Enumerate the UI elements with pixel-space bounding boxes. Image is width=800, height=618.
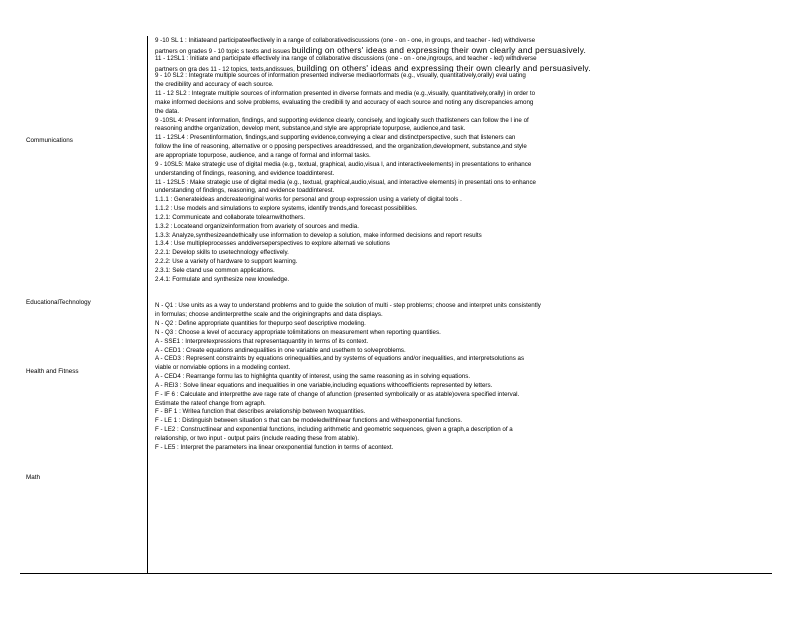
communications-standard-line [155, 187, 765, 196]
communications-standard-line-text: 11 - 12SL5 : Make strategic use of digital media (e.g., textual, graphical,audio,visual, and interactive elements) in presentati ons to enhance [155, 178, 536, 186]
communications-standard-line [155, 125, 765, 134]
communications-standard-line-text: 9 - 10SL5: Make strategic use of digital media (e.g., textual, graphical, audio,visua l, and interactiveelements) in presentations to enhance [155, 160, 532, 168]
communications-standard-line [155, 90, 765, 99]
edtech-standard-line [155, 267, 765, 276]
math-standards [155, 302, 765, 452]
math-standard-line [155, 364, 765, 373]
communications-standard-line [155, 134, 765, 143]
math-standard-line-text: relationship, or two input - output pairs (include reading these from atable). [155, 434, 359, 442]
communications-standard-line [155, 179, 765, 188]
communications-standard-line [155, 81, 765, 90]
communications-standard-line-text: reasoning andthe organization, develop ment, substance,and style are appropriate topurpose, audience,and task. [155, 125, 466, 133]
subject-communications: Communications [26, 137, 73, 144]
math-standard-line-text: A - CED3 : Represent constraints by equations orinequalities,and by systems of equations and/or inequalities, and interpretsolutions as [155, 355, 525, 363]
math-standard-line [155, 435, 765, 444]
communications-standard-line-text: follow the line of reasoning, alternative or o pposing perspectives areaddressed, and the organization,development, substance,and style [155, 143, 527, 151]
edtech-standards [155, 196, 765, 284]
edtech-standard-line [155, 232, 765, 241]
subject-health-fitness: Health and Fitness [26, 368, 79, 375]
math-standard-line [155, 329, 765, 338]
math-standard-line-text: in formulas; choose andinterpretthe scale and the originingraphs and data displays. [155, 311, 383, 319]
communications-standard-line-text: partners on gra des 11 - 12 topics, texts,andissues, [155, 65, 295, 73]
communications-standard-line [155, 161, 765, 170]
math-standard-line-text: F - LE5 : Interpret the parameters ina linear orexponential function in terms of acontext. [155, 443, 394, 451]
edtech-standard-line-text: 1.1.1 : Generateideas andcreateoriginal works for personal and group expression using a variety of digital tools . [155, 196, 462, 204]
communications-standard-line-text: partners on grades 9 - 10 topic s texts and issues [155, 47, 291, 55]
communications-standard-line-text: understanding of findings, reasoning, and evidence toaddinterest. [155, 169, 335, 177]
math-standard-line [155, 355, 765, 364]
math-standard-line-text: N - Q2 : Define appropriate quantities for thepurpo seof descriptive modeling. [155, 320, 366, 327]
communications-standard-line [155, 108, 765, 117]
math-standard-line-text: A - CED1 : Create equations andinequalities in one variable and usethem to solveproblems. [155, 346, 406, 354]
communications-standard-line-text: make informed decisions and solve problems, evaluating the credibili ty and accuracy of each source and noting any discrepancies among [155, 98, 534, 106]
edtech-standard-line-text: 2.3.1: Sele ctand use common applications. [155, 266, 275, 274]
table-bottom-rule [20, 573, 772, 574]
math-standard-line-text: A - REI3 : Solve linear equations and inequalities in one variable,including equations withcoefficients represented by letters. [155, 381, 493, 389]
edtech-standard-line [155, 214, 765, 223]
communications-standard-line-text: are appropriate topurpose, audience, and a range of formal and informal tasks. [155, 151, 371, 159]
edtech-standard-line-text: 1.2.1: Communicate and collaborate tolearnwithothers. [155, 213, 305, 221]
communications-standard-line [155, 170, 765, 179]
communications-standard-line-emphasis: building on others' ideas and expressing their own clearly and persuasively. [291, 45, 587, 55]
communications-standard-line [155, 64, 765, 73]
edtech-standard-line-text: 2.2.2: Use a variety of hardware to support learning. [155, 258, 298, 266]
communications-standard-line [155, 55, 765, 64]
health-fitness-blank-row [155, 285, 765, 294]
edtech-standard-line [155, 276, 765, 285]
math-standard-line-text: N - Q1 : Use units as a way to understand problems and to guide the solution of multi - step problems; choose and interpret units consistently [155, 302, 541, 310]
edtech-standard-line [155, 249, 765, 258]
math-standard-line [155, 302, 765, 311]
math-standard-line-text: N - Q3 : Choose a level of accuracy appropriate tolimitations on measurement when reporting quantities. [155, 328, 441, 336]
communications-standard-line [155, 143, 765, 152]
math-standard-line-text: viable or nonviable options in a modeling context. [155, 364, 291, 372]
edtech-standard-line [155, 258, 765, 267]
communications-standard-line [155, 72, 765, 81]
math-standard-line [155, 320, 765, 329]
math-standard-line [155, 338, 765, 347]
math-standard-line-text: A - SSE1 : Interpretexpressions that representaquantity in terms of its context. [155, 337, 369, 345]
edtech-standard-line-text: 1.1.2 : Use models and simulations to explore systems, identify trends,and forecast possibilities. [155, 205, 418, 213]
math-standard-line [155, 444, 765, 453]
communications-standard-line [155, 152, 765, 161]
communications-standard-line-text: 9 - 10 SL2 : Integrate multiple sources of information presented indiverse mediaorformats (e.g., visually, quantitatively,orally) eval uating [155, 72, 526, 80]
edtech-standard-line [155, 196, 765, 205]
math-standard-line [155, 382, 765, 391]
math-standard-line-text: Estimate the rateof change from agraph. [155, 399, 266, 407]
communications-standard-line-text: 11 - 12SL4 : Presentinformation, findings,and supporting evidence,conveying a clear and distinctperspective, such that listeners can [155, 134, 516, 142]
math-standard-line [155, 311, 765, 320]
column-divider [147, 36, 148, 573]
communications-standard-line-emphasis: building on others' ideas and expressing their own clearly and persuasively. [296, 63, 591, 73]
communications-standard-line [155, 37, 765, 46]
edtech-standard-line [155, 223, 765, 232]
communications-standard-line [155, 117, 765, 126]
communications-standard-line-text: understanding of findings, reasoning, and evidence toaddinterest. [155, 187, 335, 195]
communications-standard-line-text: the credibility and accuracy of each source. [155, 81, 274, 89]
standards-content [155, 37, 765, 453]
math-standard-line [155, 408, 765, 417]
health-fitness-blank-row [155, 293, 765, 302]
math-standard-line-text: F - IF 6 : Calculate and interpretthe ave rage rate of change of afunction (presented symbolically or as atable)overa specified interval. [155, 390, 520, 398]
math-standard-line-text: F - LE 1 : Distinguish between situation s that can be modeledwithlinear functions and withexponential functions. [155, 417, 463, 425]
communications-standard-line [155, 99, 765, 108]
communications-standard-line-text: 9 -10 SL 1 : Initiateand participateeffectively in a range of collaborativediscussions (one - on - one, in groups, and teacher - led) withdiverse [155, 37, 536, 44]
math-standard-line [155, 400, 765, 409]
communications-standard-line [155, 46, 765, 55]
edtech-standard-line-text: 1.3.4 : Use multipleprocesses anddiverseperspectives to explore alternati ve solutions [155, 240, 390, 248]
communications-standard-line-text: 11 - 12SL1 : Initiate and participate effectively ina range of collaborative discussions (one - on - one,ingroups, and teacher - led) withdiverse [155, 54, 537, 62]
communications-standards [155, 37, 765, 196]
edtech-standard-line-text: 2.2.1: Develop skills to usetechnology effectively. [155, 249, 289, 257]
communications-standard-line-text: the data. [155, 107, 180, 115]
edtech-standard-line [155, 205, 765, 214]
edtech-standard-line-text: 2.4.1: Formulate and synthesize new knowledge. [155, 275, 290, 283]
math-standard-line [155, 417, 765, 426]
edtech-standard-line-text: 1.3.2 : Locateand organizeinformation from avariety of sources and media. [155, 222, 359, 230]
edtech-standard-line-text: 1.3.3: Analyze,synthesizeandethically use information to develop a solution, make informed decisions and report results [155, 231, 482, 239]
communications-standard-line-text: 11 - 12 SL2 : Integrate multiple sources of information presented in diverse formats and media (e.g.,visually, quantitatively,orally) in order to [155, 90, 536, 98]
math-standard-line-text: F - BF 1 : Writea function that describes arelationship between twoquantities. [155, 408, 366, 416]
subject-educational-technology: EducationalTechnology [26, 299, 91, 306]
math-standard-line [155, 426, 765, 435]
math-standard-line-text: F - LE2 : Constructlinear and exponential functions, including arithmetic and geometric sequences, given a graph,a description of a [155, 426, 513, 434]
subject-math: Math [26, 474, 40, 481]
communications-standard-line-text: 9 -10SL 4: Present information, findings, and supporting evidence clearly, concisely, and logically such thatlisteners can follow the l ine of [155, 116, 529, 124]
edtech-standard-line [155, 240, 765, 249]
math-standard-line [155, 373, 765, 382]
math-standard-line [155, 391, 765, 400]
math-standard-line [155, 347, 765, 356]
math-standard-line-text: A - CED4 : Rearrange formu las to highlighta quantity of interest, using the same reasoning as in solving equations. [155, 373, 471, 381]
